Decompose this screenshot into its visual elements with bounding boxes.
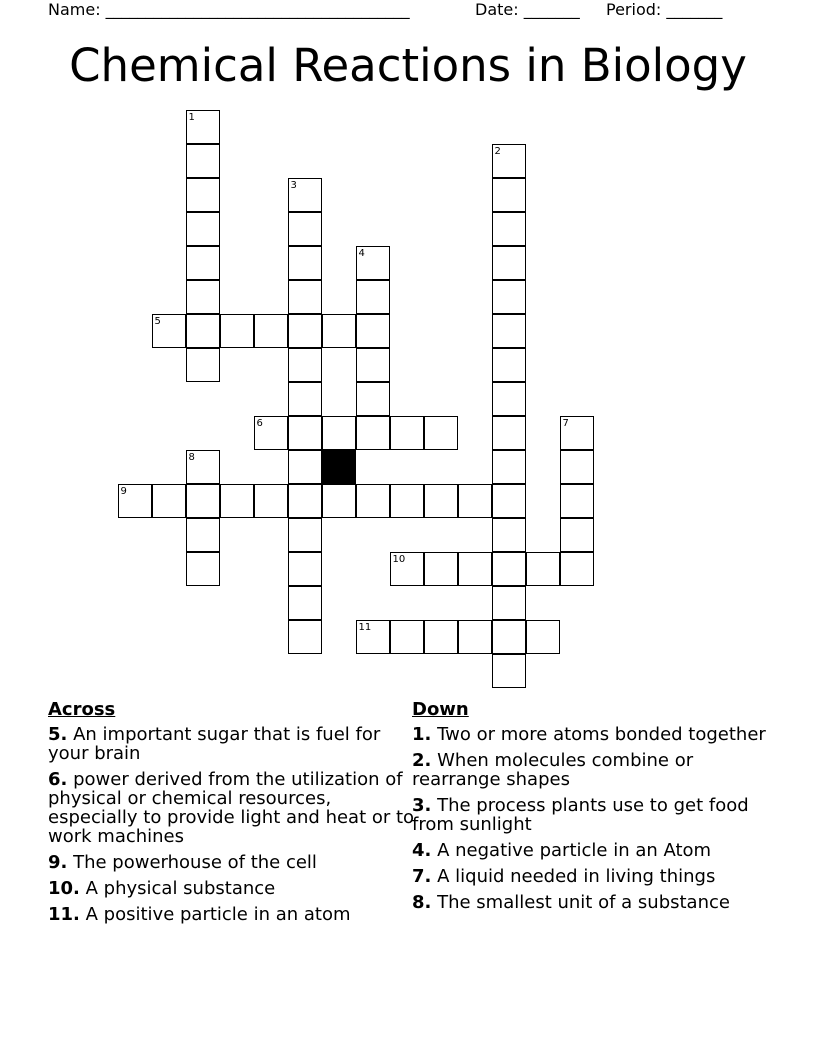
grid-cell[interactable] [356,484,390,518]
grid-cell[interactable] [288,484,322,518]
clue-number-1: 1 [188,112,195,123]
grid-cell[interactable] [492,280,526,314]
grid-cell[interactable] [186,314,220,348]
grid-cell[interactable] [492,212,526,246]
grid-cell[interactable] [526,552,560,586]
grid-block [322,450,356,484]
down-heading: Down [412,699,469,720]
grid-cell[interactable] [560,518,594,552]
clue-across-9: 9. The powerhouse of the cell [48,852,317,873]
grid-cell[interactable] [254,484,288,518]
grid-cell[interactable] [288,552,322,586]
grid-cell[interactable] [288,620,322,654]
grid-cell[interactable] [322,484,356,518]
grid-cell[interactable] [492,654,526,688]
grid-cell[interactable] [492,314,526,348]
grid-cell[interactable] [492,450,526,484]
grid-cell[interactable] [220,314,254,348]
grid-cell[interactable] [186,212,220,246]
grid-cell[interactable] [186,552,220,586]
grid-cell[interactable] [492,620,526,654]
down-clues [412,700,772,919]
clue-number-5: 5 [154,316,161,327]
grid-cell[interactable] [424,620,458,654]
clue-across-6: 6. power derived from the utilization of physical or chemical resources, especially to provide light and heat or to work machines [48,769,415,847]
clue-down-7: 7. A liquid needed in living things [412,866,716,887]
grid-cell[interactable] [492,246,526,280]
grid-cell[interactable] [288,348,322,382]
period-field-label: Period: _______ [606,0,723,19]
grid-cell[interactable] [186,280,220,314]
clue-number-10: 10 [392,554,406,565]
date-field-label: Date: _______ [475,0,580,19]
clue-down-8: 8. The smallest unit of a substance [412,892,730,913]
grid-cell[interactable] [288,450,322,484]
grid-cell[interactable] [492,518,526,552]
grid-cell[interactable] [288,586,322,620]
puzzle-title: Chemical Reactions in Biology [69,39,747,92]
grid-cell[interactable] [186,178,220,212]
clue-number-7: 7 [562,418,569,429]
grid-cell[interactable] [186,484,220,518]
clue-number-3: 3 [290,180,297,191]
grid-cell[interactable] [356,280,390,314]
clue-number-11: 11 [358,622,372,633]
clue-number-2: 2 [494,146,501,157]
grid-cell[interactable] [492,586,526,620]
clue-across-5: 5. An important sugar that is fuel for your brain [48,724,381,764]
grid-cell[interactable] [186,246,220,280]
grid-cell[interactable] [492,416,526,450]
grid-cell[interactable] [424,484,458,518]
grid-cell[interactable] [458,620,492,654]
grid-cell[interactable] [560,552,594,586]
clue-down-3: 3. The process plants use to get food from sunlight [412,795,749,835]
grid-cell[interactable] [288,518,322,552]
grid-cell[interactable] [356,416,390,450]
grid-cell[interactable] [492,552,526,586]
grid-cell[interactable] [288,416,322,450]
grid-cell[interactable] [186,348,220,382]
grid-cell[interactable] [458,552,492,586]
grid-cell[interactable] [390,484,424,518]
grid-cell[interactable] [322,314,356,348]
grid-cell[interactable] [458,484,492,518]
grid-cell[interactable] [560,484,594,518]
grid-cell[interactable] [492,348,526,382]
clue-number-4: 4 [358,248,365,259]
clue-across-11: 11. A positive particle in an atom [48,904,351,925]
grid-cell[interactable] [526,620,560,654]
clue-number-8: 8 [188,452,195,463]
grid-cell[interactable] [356,314,390,348]
clue-down-1: 1. Two or more atoms bonded together [412,724,766,745]
across-clues [48,700,418,931]
grid-cell[interactable] [288,280,322,314]
clue-across-10: 10. A physical substance [48,878,276,899]
grid-cell[interactable] [492,382,526,416]
grid-cell[interactable] [356,382,390,416]
clue-number-9: 9 [120,486,127,497]
grid-cell[interactable] [152,484,186,518]
grid-cell[interactable] [492,178,526,212]
clue-down-4: 4. A negative particle in an Atom [412,840,712,861]
clue-down-2: 2. When molecules combine or rearrange shapes [412,750,694,790]
grid-cell[interactable] [288,314,322,348]
grid-cell[interactable] [390,620,424,654]
grid-cell[interactable] [424,552,458,586]
grid-cell[interactable] [254,314,288,348]
grid-cell[interactable] [220,484,254,518]
grid-cell[interactable] [492,484,526,518]
grid-cell[interactable] [288,212,322,246]
grid-cell[interactable] [322,416,356,450]
grid-cell[interactable] [424,416,458,450]
grid-cell[interactable] [288,382,322,416]
grid-cell[interactable] [390,416,424,450]
grid-cell[interactable] [288,246,322,280]
grid-cell[interactable] [186,518,220,552]
grid-cell[interactable] [186,144,220,178]
across-heading: Across [48,699,116,720]
name-field-label: Name: ______________________________________ [48,0,410,19]
clue-number-6: 6 [256,418,263,429]
grid-cell[interactable] [560,450,594,484]
grid-cell[interactable] [356,348,390,382]
